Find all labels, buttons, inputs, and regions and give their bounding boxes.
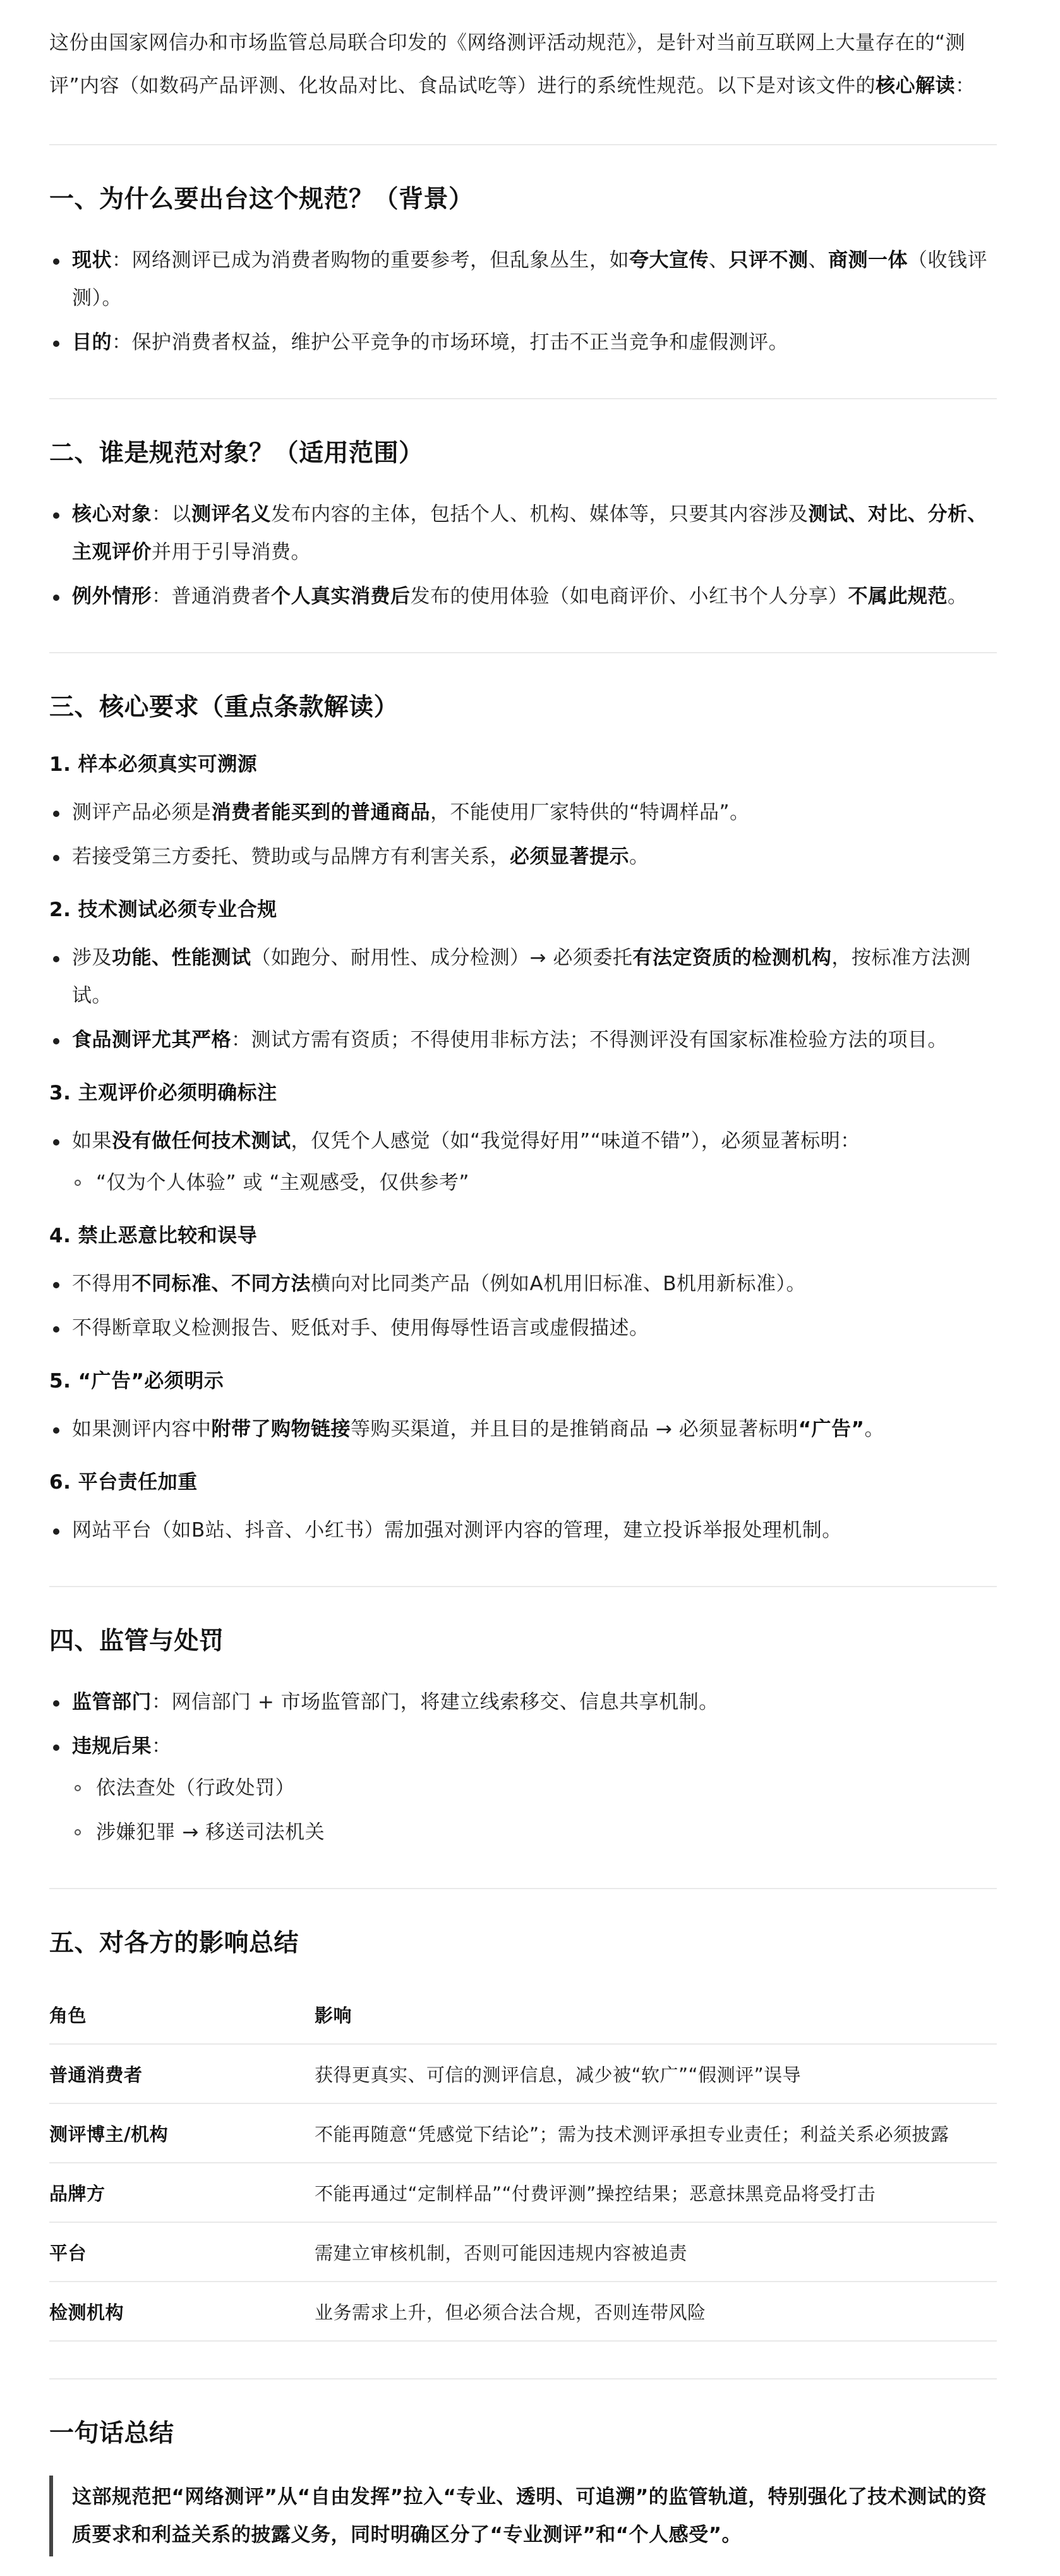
list-item xyxy=(49,794,997,831)
divider xyxy=(49,652,997,653)
item-label: 监管部门 xyxy=(72,1691,152,1714)
list-item xyxy=(49,1265,997,1303)
table-cell-role: 普通消费者 xyxy=(49,2044,315,2103)
table-cell-role: 检测机构 xyxy=(49,2282,315,2341)
subsection-list xyxy=(49,1122,997,1202)
column-header-impact: 影响 xyxy=(315,1985,997,2044)
item-text: 、 xyxy=(808,249,828,272)
nested-list-item: 涉嫌犯罪 → 移送司法机关 xyxy=(72,1813,997,1851)
subsection-heading: 4. 禁止恶意比较和误导 xyxy=(49,1225,258,1247)
table-row xyxy=(49,2103,997,2163)
item-text: 。 xyxy=(629,845,649,868)
list-item: 不得断章取义检测报告、贬低对手、使用侮辱性语言或虚假描述。 xyxy=(49,1309,997,1347)
section-1-title: 一、为什么要出台这个规范？（背景） xyxy=(49,185,474,214)
item-text: ，按标准方法测试。 xyxy=(72,946,971,1007)
section-2-title: 二、谁是规范对象？（适用范围） xyxy=(49,439,424,468)
intro-bold: 核心解读 xyxy=(876,75,956,97)
section-4-title: 四、监管与处罚 xyxy=(49,1627,224,1655)
item-text: ：保护消费者权益，维护公平竞争的市场环境，打击不正当竞争和虚假测评。 xyxy=(112,331,788,354)
nested-list-item: 依法查处（行政处罚） xyxy=(72,1769,997,1807)
list-item xyxy=(49,1122,997,1202)
list-item xyxy=(49,241,997,317)
divider xyxy=(49,398,997,399)
subsection-5 xyxy=(49,1366,997,1448)
subsection-heading: 2. 技术测试必须专业合规 xyxy=(49,898,277,921)
item-bold: 个人真实消费后 xyxy=(271,585,411,608)
table-row xyxy=(49,2282,997,2341)
divider xyxy=(49,2378,997,2379)
nested-list-item: “仅为个人体验” 或 “主观感受，仅供参考” xyxy=(72,1164,997,1202)
intro-end: ： xyxy=(955,75,975,97)
table-cell-role: 品牌方 xyxy=(49,2163,315,2222)
item-bold: 功能、性能测试 xyxy=(112,946,251,969)
item-text: 并用于引导消费。 xyxy=(152,541,311,564)
list-item xyxy=(49,577,997,615)
item-label: 核心对象 xyxy=(72,503,152,526)
item-bold: 商测一体 xyxy=(828,249,908,272)
list-item xyxy=(49,939,997,1015)
section-1-list xyxy=(49,241,997,361)
nested-list xyxy=(72,1164,997,1202)
item-text: 等购买渠道，并且目的是推销商品 → 必须显著标明 xyxy=(351,1418,798,1441)
section-6-title: 一句话总结 xyxy=(49,2419,174,2448)
article-content xyxy=(49,21,997,2556)
list-item xyxy=(49,838,997,876)
item-text: ：测试方需有资质；不得使用非标方法；不得测评没有国家标准检验方法的项目。 xyxy=(231,1029,948,1051)
list-item xyxy=(49,1727,997,1851)
item-label: 例外情形 xyxy=(72,585,152,608)
item-text: ：以 xyxy=(152,503,191,526)
list-item xyxy=(49,324,997,361)
item-bold: 只评不测 xyxy=(728,249,809,272)
item-bold: “广告” xyxy=(798,1418,865,1441)
item-bold: 必须显著提示 xyxy=(510,845,629,868)
item-text: 。 xyxy=(948,585,968,608)
section-2-list xyxy=(49,495,997,615)
item-bold: 没有做任何技术测试 xyxy=(112,1130,291,1152)
subsection-list xyxy=(49,939,997,1059)
intro-paragraph xyxy=(49,21,997,107)
table-row xyxy=(49,2222,997,2282)
subsection-1 xyxy=(49,749,997,876)
list-item: 网站平台（如B站、抖音、小红书）需加强对测评内容的管理，建立投诉举报处理机制。 xyxy=(49,1511,997,1549)
table-cell-impact: 不能再通过“定制样品”“付费评测”操控结果；恶意抹黑竞品将受打击 xyxy=(315,2163,997,2222)
item-text: （如跑分、耐用性、成分检测）→ 必须委托 xyxy=(251,946,633,969)
item-text: 如果测评内容中 xyxy=(72,1418,212,1441)
item-text: 。 xyxy=(864,1418,884,1441)
subsection-list xyxy=(49,1511,997,1549)
item-bold: 不属此规范 xyxy=(848,585,948,608)
divider xyxy=(49,144,997,145)
item-text: ，不能使用厂家特供的“特调样品”。 xyxy=(430,801,750,824)
subsection-3 xyxy=(49,1078,997,1202)
table-cell-impact: 获得更真实、可信的测评信息，减少被“软广”“假测评”误导 xyxy=(315,2044,997,2103)
table-header-row xyxy=(49,1985,997,2044)
item-text: 测评产品必须是 xyxy=(72,801,212,824)
section-3-title: 三、核心要求（重点条款解读） xyxy=(49,693,399,722)
item-bold: 夸大宣传 xyxy=(629,249,709,272)
table-cell-role: 平台 xyxy=(49,2222,315,2282)
subsection-2 xyxy=(49,895,997,1059)
item-bold: 测评名义 xyxy=(191,503,271,526)
subsection-heading: 5. “广告”必须明示 xyxy=(49,1370,224,1393)
item-text: ：普通消费者 xyxy=(152,585,271,608)
item-bold: 测试、对比、分析、主观评价 xyxy=(72,503,987,564)
item-text: ： xyxy=(152,1735,172,1758)
item-text: 涉及 xyxy=(72,946,112,969)
table-cell-impact: 业务需求上升，但必须合法合规，否则连带风险 xyxy=(315,2282,997,2341)
subsection-list xyxy=(49,794,997,876)
table-cell-role: 测评博主/机构 xyxy=(49,2103,315,2163)
item-text: 如果 xyxy=(72,1130,112,1152)
table-cell-impact: 需建立审核机制，否则可能因违规内容被追责 xyxy=(315,2222,997,2282)
item-text: 发布内容的主体，包括个人、机构、媒体等，只要其内容涉及 xyxy=(271,503,809,526)
item-text: （收钱评测）。 xyxy=(72,249,987,310)
summary-quote: 这部规范把“网络测评”从“自由发挥”拉入“专业、透明、可追溯”的监管轨道，特别强化了技术测试的资质要求和利益关系的披露义务，同时明确区分了“专业测评”和“个人感受”。 xyxy=(49,2476,997,2556)
list-item xyxy=(49,1021,997,1059)
item-text: 横向对比同类产品（例如A机用旧标准、B机用新标准）。 xyxy=(311,1273,806,1295)
item-bold: 消费者能买到的普通商品 xyxy=(211,801,430,824)
divider xyxy=(49,1586,997,1587)
list-item xyxy=(49,1683,997,1721)
subsection-heading: 6. 平台责任加重 xyxy=(49,1471,198,1494)
item-text: 发布的使用体验（如电商评价、小红书个人分享） xyxy=(410,585,848,608)
item-label: 目的 xyxy=(72,331,112,354)
list-item xyxy=(49,1410,997,1448)
table-cell-impact: 不能再随意“凭感觉下结论”；需为技术测评承担专业责任；利益关系必须披露 xyxy=(315,2103,997,2163)
item-text: ，仅凭个人感觉（如“我觉得好用”“味道不错”），必须显著标明： xyxy=(291,1130,860,1152)
divider xyxy=(49,1888,997,1889)
impact-table xyxy=(49,1985,997,2342)
item-text: 不得用 xyxy=(72,1273,132,1295)
item-text: ：网信部门 + 市场监管部门，将建立线索移交、信息共享机制。 xyxy=(152,1691,719,1714)
subsection-list xyxy=(49,1410,997,1448)
item-text: 若接受第三方委托、赞助或与品牌方有利害关系， xyxy=(72,845,510,868)
item-text: 、 xyxy=(709,249,729,272)
item-label: 现状 xyxy=(72,249,112,272)
item-bold: 有法定资质的检测机构 xyxy=(632,946,832,969)
section-4-list xyxy=(49,1683,997,1851)
subsection-6 xyxy=(49,1467,997,1549)
item-text: ：网络测评已成为消费者购物的重要参考，但乱象丛生，如 xyxy=(112,249,629,272)
subsection-list xyxy=(49,1265,997,1347)
subsection-heading: 1. 样本必须真实可溯源 xyxy=(49,753,258,776)
item-label: 违规后果 xyxy=(72,1735,152,1758)
subsection-heading: 3. 主观评价必须明确标注 xyxy=(49,1082,277,1104)
table-row xyxy=(49,2044,997,2103)
subsection-4 xyxy=(49,1221,997,1347)
nested-list xyxy=(72,1769,997,1851)
item-bold: 附带了购物链接 xyxy=(211,1418,351,1441)
table-row xyxy=(49,2163,997,2222)
item-label: 食品测评尤其严格 xyxy=(72,1029,231,1051)
column-header-role: 角色 xyxy=(49,1985,315,2044)
item-bold: 不同标准、不同方法 xyxy=(131,1273,311,1295)
intro-text: 这份由国家网信办和市场监管总局联合印发的《网络测评活动规范》，是针对当前互联网上大量存在的“测评”内容（如数码产品评测、化妆品对比、食品试吃等）进行的系统性规范。以下是对该文件的 xyxy=(49,32,966,97)
section-5-title: 五、对各方的影响总结 xyxy=(49,1929,299,1957)
list-item xyxy=(49,495,997,571)
